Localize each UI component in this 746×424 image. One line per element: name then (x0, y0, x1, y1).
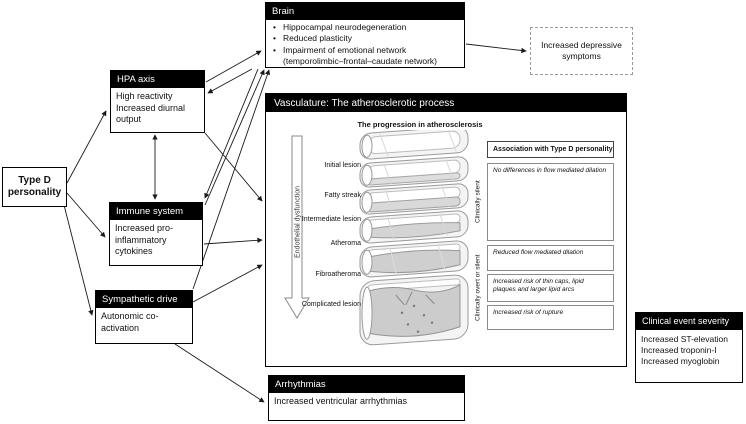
brain-bullet: • Impairment of emotional network (temporolimbic–frontal–caudate network) (272, 45, 460, 67)
node-clinical-event-severity (635, 312, 743, 383)
node-arrhythmias (268, 375, 465, 421)
clinically-overt-label: Clinically overt or silent (474, 254, 482, 321)
brain-header: Brain (266, 3, 464, 20)
artery-segment (360, 240, 468, 278)
artery-segment (360, 130, 468, 160)
artery-segment (360, 210, 468, 244)
brain-bullet: • Hippocampal neurodegeneration (272, 22, 460, 33)
arrow-hpa-to-vasculature (205, 133, 262, 201)
association-box: Reduced flow mediated dilation (487, 245, 614, 271)
arrow-sympathetic-to-arrhythmias (175, 344, 264, 402)
type-d-label: Type D personality (7, 174, 62, 198)
immune-header: Immune system (110, 203, 202, 220)
arrhythmias-line: Increased ventricular arrhythmias (274, 396, 408, 407)
stage-label: Fatty streak (324, 192, 361, 199)
arrow-brain-to-hpa (208, 69, 252, 93)
immune-line: Increased pro-inflammatory cytokines (115, 223, 174, 257)
node-brain (265, 2, 465, 68)
vasculature-header: Vasculature: The atherosclerotic process (266, 94, 626, 112)
association-box: Increased risk of thin caps, lipid plaques and larger lipid arcs (487, 274, 614, 302)
arrow-immune-to-vasculature (204, 240, 262, 244)
stage-label: Fibroatheroma (315, 271, 361, 278)
brain-bullet-list (266, 20, 464, 68)
progression-title: The progression in atherosclerosis (357, 120, 483, 129)
node-vasculature (265, 93, 627, 367)
arrow-hpa-to-brain (206, 51, 261, 82)
stage-label: Intermediate lesion (301, 216, 361, 223)
node-sympathetic-drive (95, 290, 193, 344)
association-header: Association with Type D personality (487, 141, 614, 158)
arrow-typed-to-sympathetic (64, 205, 92, 315)
node-immune-system (109, 202, 203, 266)
sympathetic-line: Autonomic co-activation (101, 311, 159, 333)
artery-segments (360, 130, 468, 346)
stage-label: Initial lesion (324, 162, 361, 169)
artery-segment (360, 183, 468, 215)
arrow-sympathetic-to-vasculature (193, 265, 262, 302)
node-hpa-axis (110, 70, 205, 133)
arrow-typed-to-hpa (67, 111, 106, 183)
sympathetic-header: Sympathetic drive (96, 291, 192, 308)
endothelial-arrow-label: Endothelial dysfunction (294, 186, 302, 258)
clinical-line: Increased myoglobin (641, 355, 720, 366)
arrow-brain-to-depressive (466, 44, 526, 51)
hpa-header: HPA axis (111, 71, 204, 88)
hpa-line: High reactivity (116, 91, 173, 102)
hpa-line: Increased diurnal output (116, 102, 186, 125)
artery-segment (360, 274, 468, 346)
association-box: No differences in flow mediated dilation (487, 163, 614, 241)
clinical-line: Increased troponin-I (641, 344, 717, 355)
stage-label: Atheroma (330, 240, 361, 247)
clinical-header: Clinical event severity (636, 313, 742, 330)
node-type-d-personality (2, 167, 67, 207)
node-depressive-symptoms (530, 27, 633, 75)
clinically-silent-label: Clinically silent (474, 180, 482, 224)
clinical-line: Increased ST-elevation (641, 333, 728, 344)
depressive-label: Increased depressive symptoms (541, 39, 622, 61)
brain-bullet: • Reduced plasticity (272, 33, 460, 44)
arrow-typed-to-immune (67, 193, 105, 237)
association-box: Increased risk of rupture (487, 305, 614, 330)
stage-label: Complicated lesion (301, 301, 361, 308)
artery-segment (360, 156, 468, 188)
arrhythmias-header: Arrhythmias (269, 376, 464, 393)
